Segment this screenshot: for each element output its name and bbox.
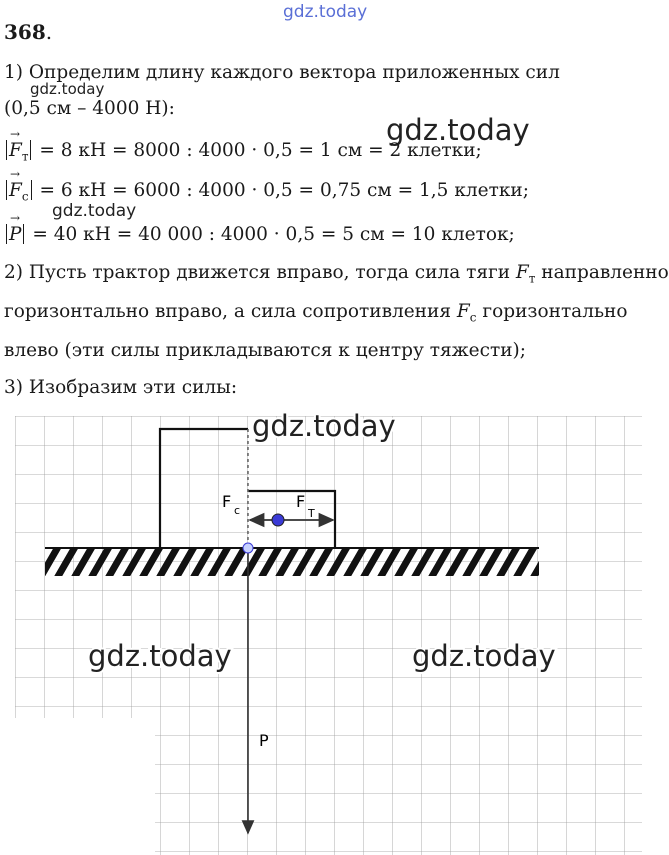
step2-line3: влево (эти силы прикладываются к центру тяжести); (4, 340, 526, 361)
step3: 3) Изобразим эти силы: (4, 377, 238, 398)
ground-hatch (45, 548, 539, 576)
force-diagram (0, 405, 644, 855)
equation-fc: $F \to_с = 6$ кН = 6000 : 4000 · 0,5 = 0,75 см = 1,5 клетки; (4, 180, 529, 204)
center-of-gravity-point (272, 514, 284, 526)
watermark-mid-right: gdz.today (386, 113, 530, 147)
label-ft: F (296, 492, 306, 511)
contact-point (243, 543, 253, 553)
step1-scale: (0,5 см – 4000 Н): (4, 98, 175, 119)
grid-gap (0, 718, 155, 855)
step2-line1: 2) Пусть трактор движется вправо, тогда сила тяги $F_т$ направленно (4, 262, 669, 286)
step1-intro: 1) Определим длину каждого вектора приложенных сил (4, 62, 560, 83)
diagram-watermark-3: gdz.today (412, 639, 556, 673)
equation-ft: $F \to_т = 8$ кН = 8000 : 4000 · 0,5 = 1 см = 2 клетки; (4, 140, 482, 164)
step2-line2: горизонтально вправо, а сила сопротивления $F_с$ горизонтально (4, 301, 628, 325)
equation-p: P → = 40 кН = 40 000 : 4000 · 0,5 = 5 см = 10 клеток; (4, 224, 515, 245)
label-fc-sub: c (234, 504, 241, 517)
problem-number: 368. (4, 20, 53, 44)
diagram-watermark-2: gdz.today (88, 639, 232, 673)
label-ft-sub: T (308, 507, 315, 520)
watermark-small-1: gdz.today (30, 80, 105, 98)
diagram-watermark-1: gdz.today (252, 409, 396, 443)
label-p: P (259, 731, 269, 750)
watermark-top: gdz.today (283, 2, 368, 22)
watermark-small-2: gdz.today (52, 201, 137, 221)
label-fc: F (222, 492, 232, 511)
